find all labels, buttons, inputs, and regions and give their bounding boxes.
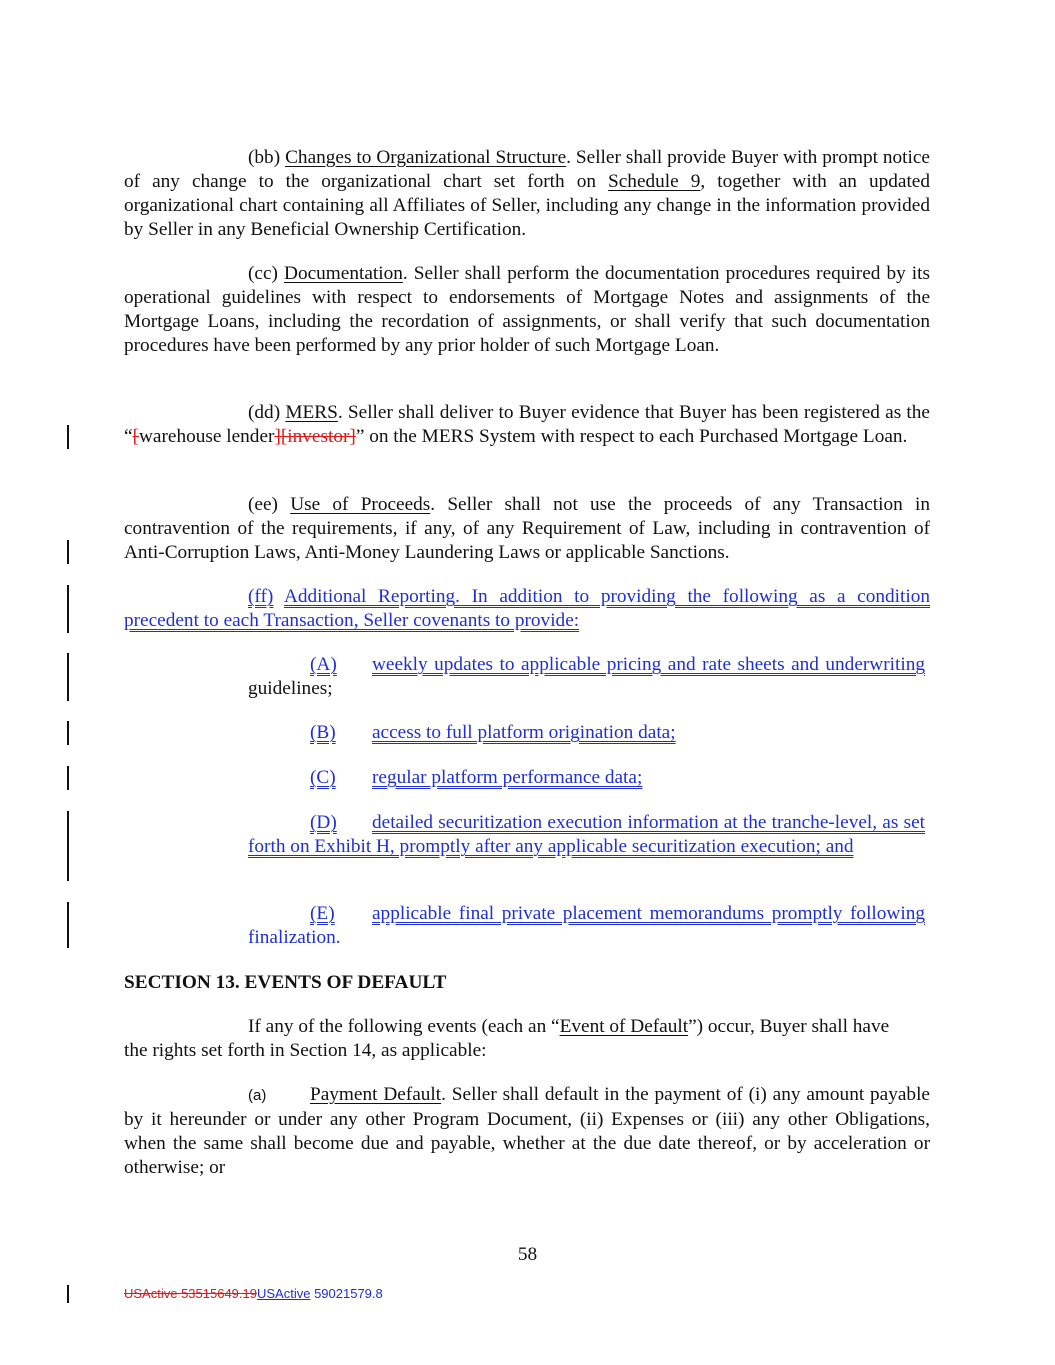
item-tail: finalization.: [248, 927, 341, 948]
item-label: (A): [310, 654, 337, 675]
a-title: Payment Default: [310, 1084, 442, 1105]
change-bar: [67, 811, 69, 881]
dd-text-term: warehouse lender: [138, 426, 275, 447]
paragraph-cc: [124, 262, 930, 358]
a-label: (a): [248, 1087, 267, 1104]
change-bar: [67, 653, 69, 701]
bb-text: . Seller shall provide Buyer with prompt notice of any change to the organizational chart set forth on: [124, 147, 930, 192]
dd-text-cont: ” on the MERS System with respect to each Purchased Mortgage Loan.: [355, 426, 908, 447]
deleted-text: [: [132, 426, 139, 447]
list-item-b: [310, 721, 925, 745]
item-text: applicable final private placement memorandums promptly following: [372, 903, 925, 924]
document-id-footer: [124, 1286, 383, 1301]
change-bar: [67, 766, 69, 790]
item-label: (E): [310, 903, 335, 924]
list-item-a: [248, 653, 925, 701]
dd-label: (dd): [248, 402, 281, 423]
paragraph-ff: [124, 585, 930, 633]
defined-term: Event of Default: [559, 1016, 689, 1037]
change-bar: [67, 1285, 69, 1303]
section-heading: [124, 971, 930, 995]
deleted-text: ][investor]: [274, 426, 356, 447]
ff-text: Additional Reporting. In addition to providing the following as a condition precedent to each Transaction, Seller covenants to provide:: [124, 586, 931, 631]
old-document-id: USActive 53515649.19: [124, 1286, 257, 1301]
paragraph-dd: [124, 401, 930, 449]
cc-title: Documentation: [284, 263, 403, 284]
change-bar: [67, 425, 69, 449]
item-label: (D): [310, 812, 337, 833]
dd-text: . Seller shall deliver to Buyer evidence that Buyer has been registered as the “: [124, 402, 930, 447]
ee-label: (ee): [248, 494, 278, 515]
list-item-c: [310, 766, 925, 790]
cc-text: . Seller shall perform the documentation procedures required by its operational guidelines with respect to endorsements of Mortgage Notes and assignments of the Mortgage Loans, including the recordation of assignments, or shall verify that such documentation procedures have been performed by any prior holder of such Mortgage Loan.: [124, 263, 930, 356]
new-document-prefix: USActive: [256, 1286, 311, 1301]
item-text: weekly updates to applicable pricing and rate sheets and underwriting: [372, 654, 925, 675]
section-heading-text: SECTION 13. EVENTS OF DEFAULT: [124, 972, 447, 993]
new-document-id: 59021579.8: [310, 1286, 383, 1301]
item-label: (C): [310, 767, 336, 788]
bb-label: (bb): [248, 147, 281, 168]
intro-text: If any of the following events (each an “: [248, 1016, 560, 1037]
change-bar: [67, 585, 69, 633]
intro-text-cont: ”) occur, Buyer shall have the rights set forth in Section 14, as applicable:: [124, 1016, 890, 1061]
page-number: 58: [517, 1244, 538, 1265]
bb-text-cont: , together with an updated organizational chart containing all Affiliates of Seller, including any change in the information provided by Seller in any Beneficial Ownership Certification.: [124, 171, 931, 240]
list-item-e: [248, 902, 925, 950]
change-bar: [67, 540, 69, 564]
paragraph-a: [124, 1083, 930, 1180]
item-text: regular platform performance data;: [372, 767, 643, 788]
change-bar: [67, 902, 69, 948]
ee-title: Use of Proceeds: [290, 494, 431, 515]
item-text: detailed securitization execution information at the tranche-level, as set forth on Exhibit H, promptly after any applicable securitization execution; and: [248, 812, 925, 857]
change-bar: [67, 721, 69, 745]
a-text: . Seller shall default in the payment of (i) any amount payable by it hereunder or under any other Program Document, (ii) Expenses or (iii) any other Obligations, when the same shall become due and payable, whether at the due date thereof, or by acceleration or otherwise; or: [124, 1084, 930, 1178]
schedule-reference: Schedule 9: [608, 171, 701, 192]
dd-title: MERS: [285, 402, 338, 423]
paragraph-ee: [124, 493, 930, 565]
item-label: (B): [310, 722, 336, 743]
cc-label: (cc): [248, 263, 278, 284]
ee-text: . Seller shall not use the proceeds of any Transaction in contravention of the requirements, if any, of any Requirement of Law, including in contravention of Anti-Corruption Laws, Anti-Money Laundering Laws or applicable Sanctions.: [124, 494, 930, 563]
paragraph-bb: [124, 146, 930, 242]
item-tail: guidelines;: [248, 678, 333, 699]
ff-label: (ff): [248, 586, 274, 607]
bb-title: Changes to Organizational Structure: [285, 147, 567, 168]
item-text: access to full platform origination data;: [372, 722, 676, 743]
list-item-d: [248, 811, 925, 859]
section-intro: [124, 1015, 904, 1063]
